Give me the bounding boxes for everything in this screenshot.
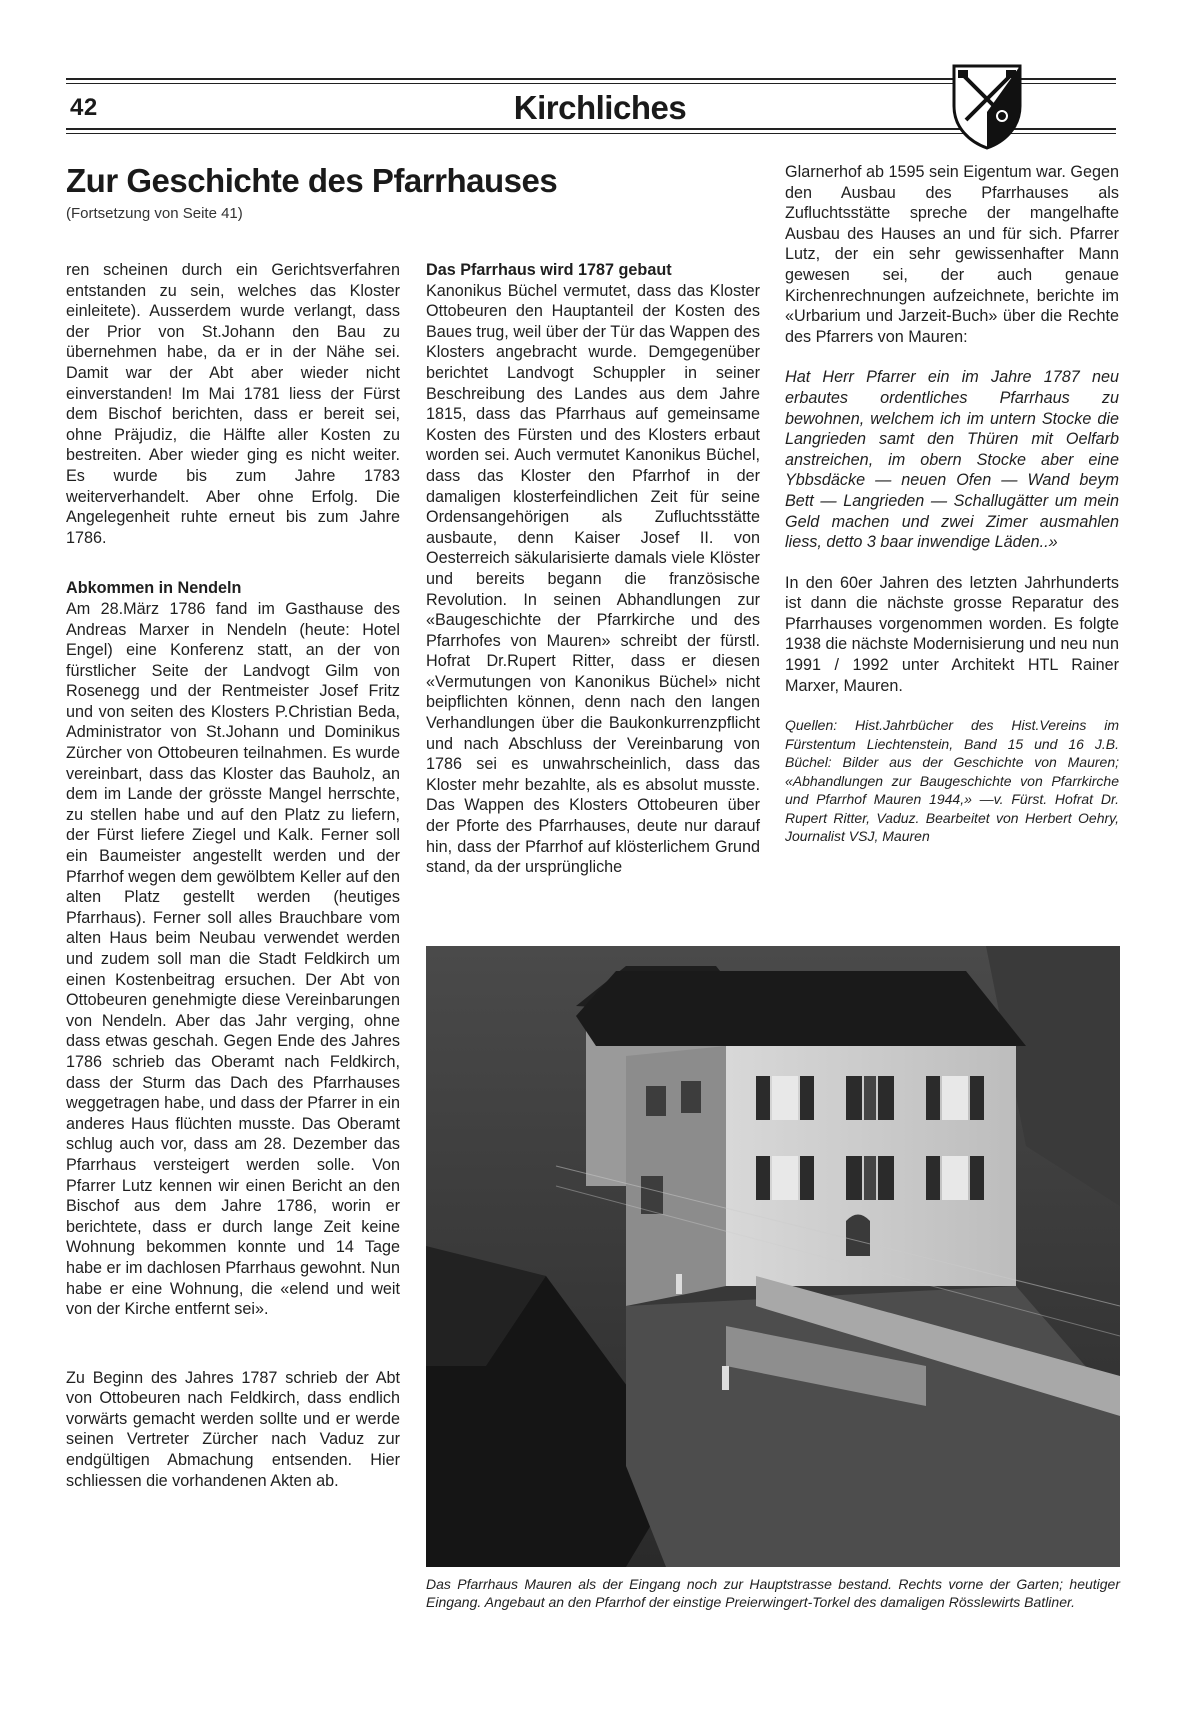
paragraph: Zu Beginn des Jahres 1787 schrieb der Abt von Ottobeuren nach Feldkirch, dass endlich vorwärts gemacht werden sollte und er werde seinen Vertreter Zürcher nach Vaduz zur endgültigen Abmachung entsenden. Hier schliessen die vorhandenen Akten ab.	[66, 1368, 400, 1490]
paragraph: In den 60er Jahren des letzten Jahrhunderts ist dann die nächste grosse Reparatur des Pfarrhauses vorgenommen worden. Es folgte 1938 die nächste Modernisierung und neu nun 1991 / 1992 unter Architekt HTL Rainer Marxer, Mauren.	[785, 573, 1119, 695]
section-title: Kirchliches	[513, 89, 687, 126]
subheading-pfarrhaus-1787: Das Pfarrhaus wird 1787 gebaut	[426, 261, 672, 279]
subheading-abkommen: Abkommen in Nendeln	[66, 579, 242, 598]
sources-note: Quellen: Hist.Jahrbücher des Hist.Vereins im Fürstentum Liechtenstein, Band 15 und 16 J.B. Büchel: Bilder aus der Geschichte von Mauren; «Abhandlungen zur Baugeschichte von Pfarrkirche und Pfarrhof Mauren 1944,» —v. Fürst. Hofrat Dr. Rupert Ritter, Vaduz. Bearbeitet von Herbert Oehry, Journalist VSJ, Mauren	[785, 717, 1119, 845]
paragraph: Glarnerhof ab 1595 sein Eigentum war. Gegen den Ausbau des Pfarrhauses als Zufluchtsstätte spreche der mangelhafte Ausbau des Hauses an und für sich. Pfarrer Lutz, der ein sehr gewissenhafter Mann gewesen sei, der auch genaue Kirchenrechnungen aufzeichnete, berichte im «Urbarium und Jarzeit-Buch» über die Rechte des Pfarrers von Mauren:	[785, 163, 1119, 346]
page-number: 42	[70, 94, 98, 121]
column-3	[785, 162, 1119, 866]
parish-house-photo	[426, 946, 1120, 1567]
column-2	[426, 260, 760, 898]
paragraph: Am 28.März 1786 fand im Gasthause des Andreas Marxer in Nendeln (heute: Hotel Engel) eine Konferenz statt, an der von fürstlicher Seite der Landvogt Gilm von Rosenegg und der Rentmeister Josef Fritz und von seiten des Klosters P.Christian Beda, Administrator von St.Johann und Dominikus Zürcher von Ottobeuren teilnahmen. Es wurde vereinbart, dass das Kloster das Bauholz, an dem im Lande der grösste Mangel herrschte, zu stellen habe und auf den Platz zu liefern, der Fürst liefere Ziegel und Kalk. Ferner soll ein Baumeister angestellt werden und der Pfarrhof wegen dem gewölbtem Keller auf den alten Platz gestellt werden (heutiges Pfarrhaus). Ferner soll alles Brauchbare vom alten Haus beim Neubau verwendet werden und zudem soll man die Stadt Feldkirch um einen Kostenbeitrag ersuchen. Der Abt von Ottobeuren genehmigte diese Vereinbarungen von Nendeln. Aber das Jahr verging, ohne dass etwas geschah. Gegen Ende des Jahres 1786 schrieb das Oberamt nach Feldkirch, dass der Sturm das Dach des Pfarrhauses weggetragen habe, und dass der Pfarrer in ein anderes Haus flüchten musste. Das Oberamt schlug auch vor, dass am 28. Dezember das Pfarrhaus versteigert werden solle. Von Pfarrer Lutz kennen wir einen Bericht an den Bischof aus dem Jahre 1786, worin er berichtete, dass er durch lange Zeit keine Wohnung bekommen konnte und 14 Tage habe er im dachlosen Pfarrhaus gewohnt. Nun habe er eine Wohnung, die «elend und weit von der Kirche entfernt sei».	[66, 599, 400, 1319]
column-1	[66, 260, 400, 1511]
coat-of-arms-icon	[950, 62, 1024, 152]
historic-quote: Hat Herr Pfarrer ein im Jahre 1787 neu erbautes ordentliches Pfarrhaus zu bewohnen, welchem ich im untern Stocke die Langrieden samt den Thüren mit Oelfarb anstreichen, im obern Stocke aber eine Ybbsdäcke — neuen Ofen — Wand beym Bett — Langrieden — Schallugätter um mein Geld machen und zwei Zimer ausmahlen liess, detto 3 baar inwendige Läden..»	[785, 368, 1119, 552]
paragraph: ren scheinen durch ein Gerichtsverfahren entstanden zu sein, welches das Kloster einleitete). Ausserdem wurde verlangt, dass der Prior von St.Johann den Bau zu übernehmen habe, da er in der Nähe sei. Damit war der Abt aber wieder nicht einverstanden! Im Mai 1781 liess der Fürst dem Bischof berichten, dass er bereit sei, ohne Präjudiz, die Hälfte aller Kosten zu bestreiten. Aber wieder ging es nicht weiter. Es wurde bis zum Jahre 1783 weiterverhandelt. Aber ohne Erfolg. Die Angelegenheit ruhte erneut bis zum Jahre 1786.	[66, 261, 400, 547]
article-title: Zur Geschichte des Pfarrhauses	[66, 162, 558, 199]
paragraph: Kanonikus Büchel vermutet, dass das Kloster Ottobeuren den Hauptanteil der Kosten des Baues trug, weil über der Tür das Wappen des Klosters angebracht wurde. Demgegenüber berichtet Landvogt Schuppler in seiner Beschreibung des Landes aus dem Jahre 1815, dass das Pfarrhaus auf gemeinsame Kosten des Fürsten und des Klosters erbaut worden sei. Auch vermutet Kanonikus Büchel, dass das Kloster den Pfarrhof in der damaligen klosterfeindlichen Zeit für seine Ordensangehörigen als Zufluchtsstätte ausbaute, denn Kaiser Josef II. von Oesterreich säkularisierte damals viele Klöster und bereits begann die französische Revolution. In seinen Abhandlungen zur «Baugeschichte der Pfarrkirche und des Pfarrhofes von Mauren» schreibt der fürstl. Hofrat Dr.Rupert Ritter, dass er diesen «Vermutungen von Kanonikus Büchel» nicht beipflichten können, denn nach den langen Verhandlungen über die Baukonkurrenzpflicht und nach Abschluss der Vereinbarung von 1786 sei es unwahrscheinlich, dass das Kloster mehr bezahlte, als es absolut musste. Das Wappen des Klosters Ottobeuren über der Pforte des Pfarrhauses, deute nur darauf hin, dass der Pfarrhof auf klösterlichem Grund stand, da der ursprüngliche	[426, 281, 760, 877]
continuation-note: (Fortsetzung von Seite 41)	[66, 205, 243, 222]
photo-caption: Das Pfarrhaus Mauren als der Eingang noch zur Hauptstrasse bestand. Rechts vorne der Garten; heutiger Eingang. Angebaut an den Pfarrhof der einstige Preierwingert-Torkel des damaligen Rösslewirts Batliner.	[426, 1576, 1120, 1610]
